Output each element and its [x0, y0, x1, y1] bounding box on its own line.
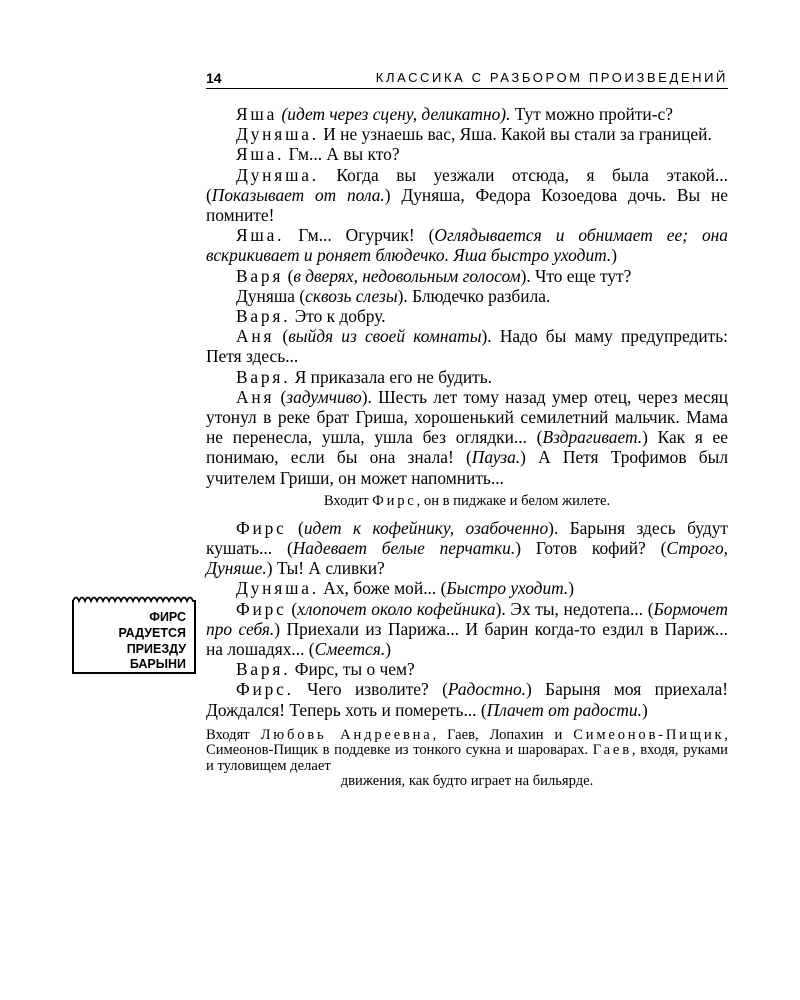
dialogue-paragraph — [206, 286, 728, 306]
speech: ) А Петя Трофимов был учителем Гриши, он может напомнить... — [206, 447, 729, 488]
running-header — [206, 70, 728, 89]
stage-direction: Оглядывается и обнимает ее; она вскрикивает и роняет блюдечко. Яша быстро уходит. — [206, 225, 729, 266]
dialogue-paragraph — [206, 518, 728, 579]
stage-direction: Плачет от радости. — [486, 699, 642, 720]
speech: ). Эх ты, недотепа... ( — [495, 598, 654, 619]
running-title: КЛАССИКА С РАЗБОРОМ ПРОИЗВЕДЕНИЙ — [375, 70, 728, 85]
dialogue-paragraph — [206, 165, 728, 226]
speech: ). Блюдечко разбила. — [397, 285, 551, 306]
speech: ( — [274, 326, 289, 347]
speech: ). Барыня здесь будут кушать... ( — [206, 517, 728, 559]
speech: ) Приехали из Парижа... И барин когда-то ездил в Париж... на лошадях... ( — [206, 618, 728, 660]
dialogue-paragraph — [206, 225, 728, 265]
speaker-name: Яша. — [236, 144, 285, 165]
wavy-edge-icon — [72, 593, 196, 603]
stage-direction: идет к кофейнику, озабоченно — [303, 517, 549, 538]
character-name: Любовь Андреевна — [260, 726, 433, 743]
speech: ) Дуняша, Федора Козоедова дочь. Вы не помните! — [206, 184, 728, 226]
stage-entry-text: , Симеонов-Пищик в поддевке из тонкого сукна и шароварах. — [206, 726, 728, 759]
stage-entry — [206, 728, 728, 790]
dialogue-paragraph — [206, 659, 728, 679]
stage-direction: Смеется. — [314, 639, 386, 660]
character-name: Гаев — [592, 742, 632, 759]
speech: Гм... Огурчик! ( — [284, 225, 435, 246]
speech: ) — [385, 639, 392, 660]
stage-direction: сквозь слезы — [305, 285, 398, 306]
speech: Ах, боже мой... ( — [318, 578, 447, 599]
speech: ). Надо бы маму предупредить: Петя здесь... — [206, 326, 729, 367]
speech: ( — [283, 265, 294, 286]
speech: И не узнаешь вас, Яша. Какой вы стали за границей. — [318, 124, 712, 145]
margin-note — [72, 600, 196, 674]
play-text — [206, 104, 728, 790]
speaker-name: Дуняша — [236, 285, 295, 306]
stage-entry-text: , Гаев, Лопахин и — [432, 726, 574, 743]
stage-direction: Пауза. — [471, 447, 521, 468]
speech: ( — [274, 386, 287, 407]
stage-entry-text: движения, как будто играет на бильярде. — [340, 773, 594, 790]
stage-entry-text: Входит — [323, 492, 373, 509]
speech: ( — [286, 598, 298, 619]
dialogue-paragraph — [206, 104, 728, 124]
page-number: 14 — [206, 70, 222, 86]
stage-entry-text: , входя, руками и туловищем делает — [206, 742, 728, 774]
speaker-name: Аня — [236, 326, 275, 347]
speaker-name: Фирс — [236, 598, 287, 619]
speech: ) Барыня моя приехала! Дождался! Теперь хоть и помереть... ( — [206, 679, 728, 720]
margin-note-text — [118, 610, 186, 673]
speech: ) Как я ее понимаю, если бы она знала! ( — [206, 427, 728, 468]
dialogue-paragraph — [206, 387, 728, 488]
speaker-name: Дуняша. — [236, 578, 319, 599]
dialogue-paragraph — [206, 599, 728, 660]
stage-direction: Показывает от пола. — [211, 184, 385, 205]
stage-entry-text: Входят — [206, 726, 261, 743]
speech: ) — [641, 699, 648, 720]
dialogue-paragraph — [206, 367, 728, 387]
speech: Фирс, ты о чем? — [290, 659, 415, 680]
margin-note-line: БАРЫНИ — [129, 657, 186, 672]
character-name: Симеонов-Пищик — [573, 726, 725, 743]
stage-direction: Радостно. — [447, 679, 526, 700]
speaker-name: Яша. — [236, 225, 285, 246]
speech: ) — [611, 245, 618, 266]
speaker-name: Аня — [236, 386, 275, 407]
stage-direction: задумчиво — [286, 386, 362, 407]
character-name: Фирс — [372, 492, 417, 509]
dialogue-paragraph — [206, 266, 728, 286]
margin-note-line: РАДУЕТСЯ — [118, 625, 186, 640]
speaker-name: Дуняша. — [236, 164, 319, 185]
speaker-name: Варя — [236, 265, 284, 286]
stage-direction: Бормочет про себя. — [206, 598, 728, 639]
speech: Чего изволите? ( — [293, 679, 448, 700]
dialogue-paragraph — [206, 124, 728, 144]
speech: ). Что еще тут? — [520, 265, 632, 286]
speech: ). Шесть лет тому назад умер отец, через месяц утонул в реке брат Гриша, хорошенький семилетний мальчик. Мама не перенесла, ушла, ушла без оглядки... ( — [206, 386, 729, 448]
speech: Это к добру. — [290, 306, 386, 327]
dialogue-paragraph — [206, 144, 728, 164]
speech: ( — [286, 517, 304, 538]
stage-entry — [206, 492, 728, 510]
stage-direction: хлопочет около кофейника — [297, 598, 496, 619]
speech: ) Ты! А сливки? — [266, 558, 385, 579]
margin-note-line: ФИРС — [149, 610, 186, 624]
stage-direction: выйдя из своей комнаты — [288, 326, 482, 347]
speaker-name: Варя. — [236, 659, 291, 680]
stage-entry-text: , он в пиджаке и белом жилете. — [416, 492, 611, 509]
speaker-name: Варя. — [236, 306, 291, 327]
dialogue-paragraph — [206, 679, 728, 719]
speaker-name: Дуняша. — [236, 124, 319, 145]
dialogue-paragraph — [206, 578, 728, 598]
speaker-name: Фирс. — [236, 679, 294, 700]
speaker-name: Фирс — [236, 517, 287, 538]
speech: Я приказала его не будить. — [290, 366, 493, 387]
speech: ) Готов кофий? ( — [515, 538, 667, 559]
speaker-name: Варя. — [236, 366, 291, 387]
speech: Когда вы уезжали отсюда, я была этакой... ( — [206, 164, 728, 205]
dialogue-paragraph — [206, 326, 728, 366]
stage-direction: в дверях, недовольным голосом — [293, 265, 521, 286]
margin-note-line: ПРИЕЗДУ — [126, 641, 186, 656]
dialogue-paragraph — [206, 306, 728, 326]
speech: ( — [294, 285, 306, 306]
stage-direction: Быстро уходит. — [446, 578, 569, 599]
speech: Тут можно пройти-с? — [510, 104, 673, 124]
speech: Гм... А вы кто? — [284, 144, 400, 165]
stage-direction: (идет через сцену, деликатно). — [281, 104, 511, 124]
speaker-name: Яша — [236, 104, 278, 124]
stage-direction: Строго, Дуняше. — [206, 538, 728, 579]
stage-direction: Надевает белые перчатки. — [292, 538, 516, 559]
speech: ) — [568, 578, 575, 599]
stage-direction: Вздрагивает. — [542, 427, 643, 448]
